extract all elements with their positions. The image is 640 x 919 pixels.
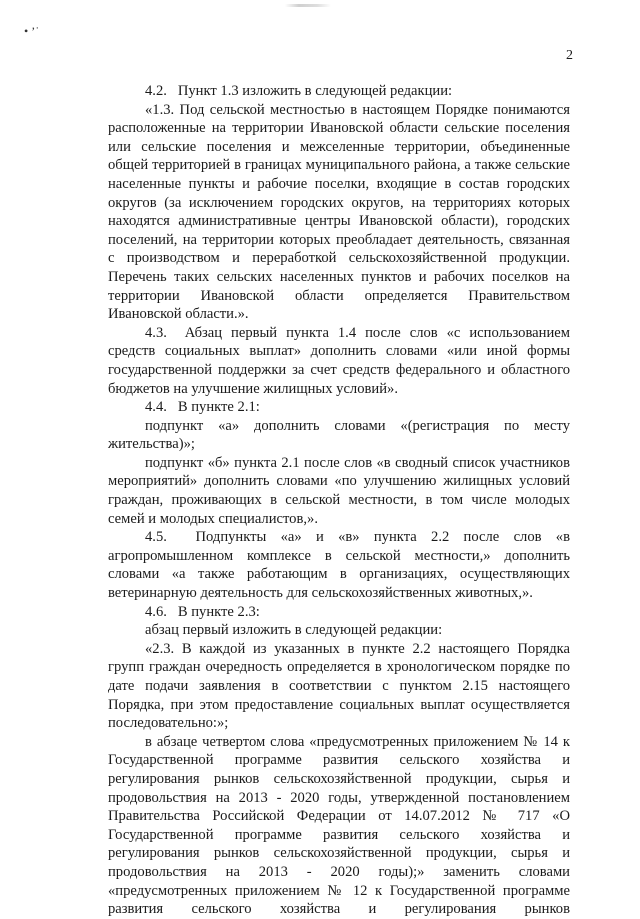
paragraph-subitem-b: подпункт «б» пункта 2.1 после слов «в сводный список участников мероприятий» дополнить словами «по улучшению жилищных условий граждан, проживающих в сельской местности, в том числе молодых семей и молодых специалистов,». xyxy=(108,454,570,527)
paragraph-2-3-new-text: «2.3. В каждой из указанных в пункте 2.2 настоящего Порядка групп граждан очередность определяется в хронологическом порядке по дате подачи заявления в соответствии с пунктом 2.15 настоящего Порядка, при этом предоставление социальных выплат осуществляется последовательно:»; xyxy=(108,640,570,732)
paragraph-4-5: 4.5. Подпункты «а» и «в» пункта 2.2 после слов «в агропромышленном комплексе в сельской местности,» дополнить словами «а также работающим в организациях, осуществляющих ветеринарную деятельность для сельскохозяйственных животных,». xyxy=(108,529,570,602)
scan-mark: • ’˙ xyxy=(24,24,40,38)
paragraph-4-6: 4.6. В пункте 2.3: xyxy=(145,603,260,620)
paragraph-4-2: 4.2. Пункт 1.3 изложить в следующей редакции: xyxy=(145,83,453,99)
paragraph-subitem-a: подпункт «а» дополнить словами «(регистрация по месту жительства)»; xyxy=(108,417,570,453)
paragraph-4-3: 4.3. Абзац первый пункта 1.4 после слов «с использованием средств социальных выплат» дополнить словами «или иной формы государственной поддержки за счет средств федерального и областного бюджетов на улучшение жилищных условий». xyxy=(108,324,570,397)
document-body xyxy=(108,82,570,919)
paragraph-1-3-new-text: «1.3. Под сельской местностью в настоящем Порядке понимаются расположенные на территории Ивановской области сельские поселения или сельские поселения и межселенные территории, объединенные общей территорией в границах муниципального района, а также сельские населенные пункты и рабочие поселки, входящие в состав городских округов (за исключением городских округов, на территориях которых находятся административные центры Ивановской области), городских поселений, на территории которых преобладает деятельность, связанная с производством и переработкой сельскохозяйственной продукции. Перечень таких сельских населенных пунктов и рабочих поселков на территории Ивановской области определяется Правительством Ивановской области.». xyxy=(108,101,570,323)
paragraph-first-abzac: абзац первый изложить в следующей редакции: xyxy=(145,622,443,639)
page-number: 2 xyxy=(566,48,573,63)
paragraph-4-4: 4.4. В пункте 2.1: xyxy=(145,399,260,416)
paragraph-fourth-abzac: в абзаце четвертом слова «предусмотренных приложением № 14 к Государственной программе развития сельского хозяйства и регулирования рынков сельскохозяйственной продукции, сырья и продовольствия на 2013 - 2020 годы, утвержденной постановлением Правительства Российской Федерации от 14.07.2012 № 717 «О Государственной программе развития сельского хозяйства и регулирования рынков сельскохозяйственной продукции, сырья и продовольствия на 2013 - 2020 годы);» заменить словами «предусмотренных приложением № 12 к Государственной программе развития сельского хозяйства и регулирования рынков xyxy=(108,733,570,918)
scan-smudge xyxy=(285,4,331,7)
